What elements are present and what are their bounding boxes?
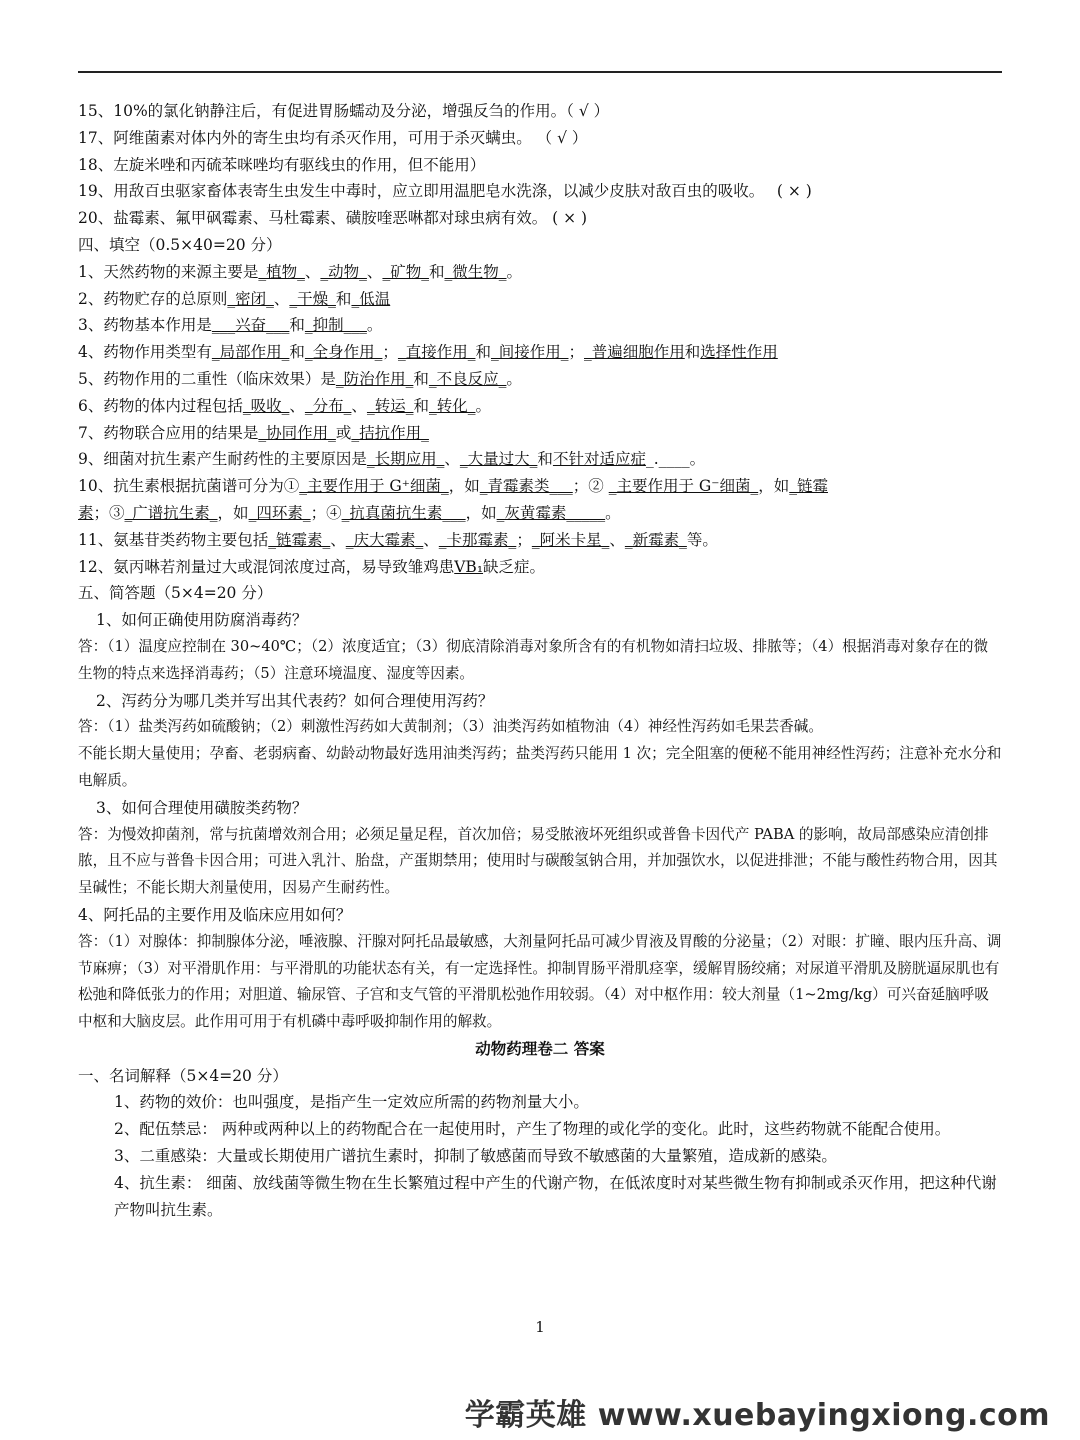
short-answer-3: 答：为慢效抑菌剂，常与抗菌增效剂合用；必须足量足程，首次加倍；易受脓液坏死组织或普鲁卡因代产 PABA 的影响，故局部感染应清创排脓，且不应与普鲁卡因合用；可进入乳汁、胎盘，产蛋期禁用；使用时与碳酸氢钠合用，并加强饮水，以促进排泄；不能与酸性药物合用，因其呈碱性；不能长期大剂量使用，因易产生耐药性。 [78, 825, 998, 897]
fill-heading: 四、填空（0.5×40=20 分） [78, 235, 282, 254]
term-1: 1、药物的效价：也叫强度，是指产生一定效应所需的药物剂量大小。 [114, 1093, 589, 1112]
fill-q7: 7、药物联合应用的结果是_协同作用_或_拮抗作用_ [78, 423, 429, 442]
page-number: 1 [535, 1318, 545, 1336]
short-answer-2: 答：（1）盐类泻药如硫酸钠；（2）刺激性泻药如大黄制剂；（3）油类泻药如植物油（4）神经性泻药如毛果芸香碱。 [78, 718, 823, 736]
short-heading: 五、简答题（5×4=20 分） [78, 584, 273, 603]
term-4: 4、抗生素： 细菌、放线菌等微生物在生长繁殖过程中产生的代谢产物，在低浓度时对某些微生物有抑制或杀灭作用，把这种代谢产物叫抗生素。 [114, 1173, 997, 1219]
fill-q11: 11、氨基苷类药物主要包括_链霉素_、_庆大霉素_、_卡那霉素_；_阿米卡星_、_新霉素_等。 [78, 530, 718, 549]
fill-q5: 5、药物作用的二重性（临床效果）是_防治作用_和_不良反应_。 [78, 369, 522, 388]
fill-q3: 3、药物基本作用是___兴奋___和_抑制___。 [78, 316, 383, 335]
short-question-4: 4、阿托品的主要作用及临床应用如何？ [78, 905, 352, 924]
fill-q10-line2: 素；③_广谱抗生素_，如_四环素_；④_抗真菌抗生素___，如_灰黄霉素_____。 [78, 503, 621, 522]
site-watermark: 学霸英雄 www.xuebayingxiong.com [464, 1398, 1050, 1433]
judge-item-18: 18、左旋米唑和丙硫苯咪唑均有驱线虫的作用，但不能用） [78, 155, 486, 174]
fill-q4: 4、药物作用类型有_局部作用_和_全身作用_；_直接作用_和_间接作用_；_普遍细胞作用和选择性作用 [78, 343, 778, 362]
fill-q12: 12、氨丙啉若剂量过大或混饲浓度过高，易导致雏鸡患VB₁缺乏症。 [78, 557, 546, 576]
judge-item-17: 17、阿维菌素对体内外的寄生虫均有杀灭作用，可用于杀灭螨虫。 （ √ ） [78, 128, 588, 147]
short-question-2: 2、泻药分为哪几类并写出其代表药？如何合理使用泻药？ [96, 691, 494, 710]
fill-q2: 2、药物贮存的总原则_密闭_、_干燥_和_低温 [78, 289, 391, 308]
term-2: 2、配伍禁忌： 两种或两种以上的药物配合在一起使用时，产生了物理的或化学的变化。此时，这些药物就不能配合使用。 [114, 1120, 951, 1139]
fill-q9: 9、细菌对抗生素产生耐药性的主要原因是_长期应用_、_大量过大_和不针对适应症_.____。 [78, 450, 706, 469]
header-rule [78, 71, 1002, 73]
short-answer-4: 答：（1）对腺体：抑制腺体分泌，唾液腺、汗腺对阿托品最敏感，大剂量阿托品可减少胃液及胃酸的分泌量；（2）对眼：扩瞳、眼内压升高、调节麻痹；（3）对平滑肌作用：与平滑肌的功能状态有关，有一定选择性。抑制胃肠平滑肌痉挛，缓解胃肠绞痛；对尿道平滑肌及膀胱逼尿肌也有松弛和降低张力的作用；对胆道、输尿管、子宫和支气管的平滑肌松弛作用较弱。（4）对中枢作用：较大剂量（1~2mg/kg）可兴奋延脑呼吸中枢和大脑皮层。此作用可用于有机磷中毒呼吸抑制作用的解救。 [78, 932, 1002, 1031]
short-question-1: 1、如何正确使用防腐消毒药？ [96, 611, 308, 630]
paper2-heading: 一、名词解释（5×4=20 分） [78, 1066, 288, 1085]
fill-q1: 1、天然药物的来源主要是_植物_、_动物_、_矿物_和_微生物_。 [78, 262, 522, 281]
document-body [78, 98, 1002, 1223]
paper2-title: 动物药理卷二 答案 [475, 1038, 605, 1058]
fill-q6: 6、药物的体内过程包括_吸收_、_分布_、_转运_和_转化_。 [78, 396, 491, 415]
term-3: 3、二重感染：大量或长期使用广谱抗生素时，抑制了敏感菌而导致不敏感菌的大量繁殖，造成新的感染。 [114, 1147, 837, 1166]
judge-item-20: 20、盐霉素、氟甲砜霉素、马杜霉素、磺胺喹恶啉都对球虫病有效。 ( × ) [78, 209, 588, 228]
fill-q10-line1: 10、抗生素根据抗菌谱可分为①_主要作用于 G⁺细菌_，如_青霉素类___；② _主要作用于 G⁻细菌_，如_链霉 [78, 477, 828, 496]
short-question-3: 3、如何合理使用磺胺类药物？ [96, 798, 308, 817]
short-answer-2-usage: 不能长期大量使用；孕畜、老弱病畜、幼龄动物最好选用油类泻药；盐类泻药只能用 1 次；完全阻塞的便秘不能用神经性泻药；注意补充水分和电解质。 [78, 745, 1002, 789]
short-answer-1: 答：（1）温度应控制在 30~40℃；（2）浓度适宜；（3）彻底清除消毒对象所含有的有机物如清扫垃圾、排脓等；（4）根据消毒对象存在的微生物的特点来选择消毒药；（5）注意环境温度、湿度等因素。 [78, 637, 989, 682]
judge-item-15: 15、10%的氯化钠静注后，有促进胃肠蠕动及分泌，增强反刍的作用。（ √ ） [78, 102, 610, 120]
judge-item-19: 19、用敌百虫驱家畜体表寄生虫发生中毒时，应立即用温肥皂水洗涤，以减少皮肤对敌百虫的吸收。 ( × ) [78, 182, 812, 201]
